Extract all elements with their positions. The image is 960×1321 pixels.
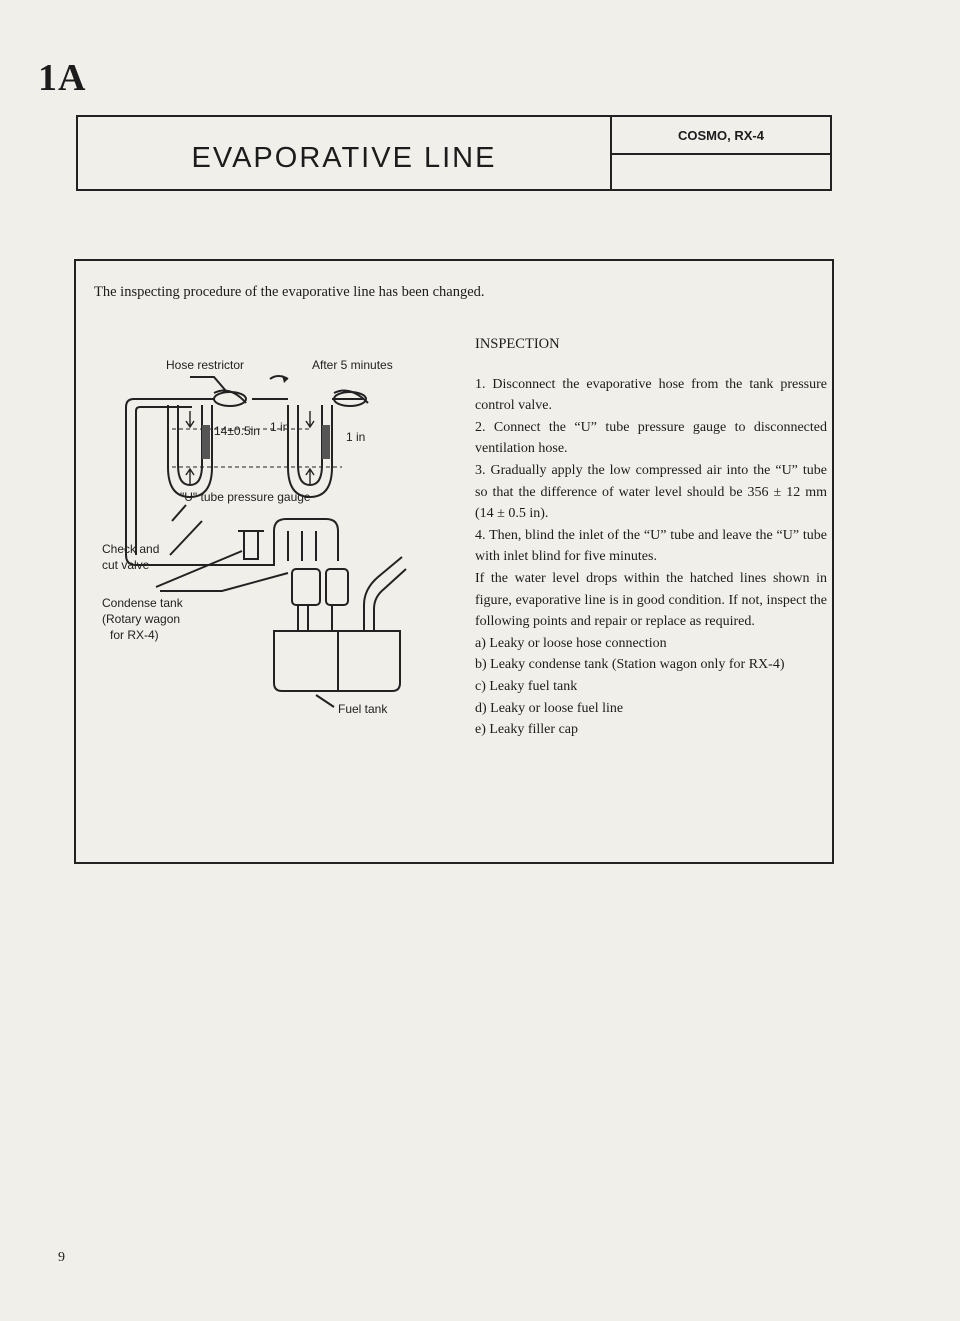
after-5-minutes-label: After 5 minutes bbox=[312, 358, 393, 372]
inspection-text bbox=[475, 374, 827, 741]
for-rx4-label: for RX-4) bbox=[110, 628, 159, 642]
level-1in-label: 1 in bbox=[270, 420, 290, 434]
inspection-step: 3. Gradually apply the low compressed air into the “U” tube so that the difference of water level should be 356 ± 12 mm (14 ± 0.5 in). bbox=[475, 462, 827, 522]
intro-text: The inspecting procedure of the evaporative line has been changed. bbox=[94, 284, 485, 300]
hose-restrictor-label: Hose restrictor bbox=[166, 358, 245, 372]
check-and-label: Check and bbox=[102, 542, 160, 556]
title-box bbox=[76, 115, 832, 191]
condense-tank-label: Condense tank bbox=[102, 596, 183, 610]
fuel-tank-label: Fuel tank bbox=[338, 702, 388, 716]
inspection-step: 4. Then, blind the inlet of the “U” tube and leave the “U” tube with inlet blind for five minutes. bbox=[475, 527, 827, 565]
inspection-item: e) Leaky filler cap bbox=[475, 722, 578, 738]
page-title: EVAPORATIVE LINE bbox=[78, 117, 612, 189]
rotary-wagon-label: (Rotary wagon bbox=[102, 612, 181, 626]
inspection-item: d) Leaky or loose fuel line bbox=[475, 700, 624, 716]
level-1in-label-right: 1 in bbox=[346, 430, 366, 444]
inspection-step: 1. Disconnect the evaporative hose from the tank pressure control valve. bbox=[475, 376, 827, 414]
inspection-item: a) Leaky or loose hose connection bbox=[475, 635, 667, 651]
section-label: 1A bbox=[38, 57, 87, 99]
inspection-step: 2. Connect the “U” tube pressure gauge to disconnected ventilation hose. bbox=[475, 419, 827, 457]
inspection-note: If the water level drops within the hatched lines shown in figure, evaporative line is in good condition. If not, inspect the following points and repair or replace as required. bbox=[475, 570, 827, 630]
inspection-item: b) Leaky condense tank (Station wagon only for RX-4) bbox=[475, 657, 785, 673]
u-tube-label: "U" tube pressure gauge bbox=[180, 490, 311, 504]
evaporative-line-diagram bbox=[102, 355, 432, 725]
level-main-label: 14±0.5in bbox=[214, 424, 260, 438]
inspection-section bbox=[475, 334, 827, 741]
inspection-heading: INSPECTION bbox=[475, 336, 560, 352]
cut-valve-label: cut valve bbox=[102, 558, 150, 572]
content-box bbox=[74, 259, 834, 864]
model-label: COSMO, RX-4 bbox=[612, 117, 830, 155]
page-number: 9 bbox=[58, 1250, 65, 1265]
inspection-item: c) Leaky fuel tank bbox=[475, 678, 578, 694]
